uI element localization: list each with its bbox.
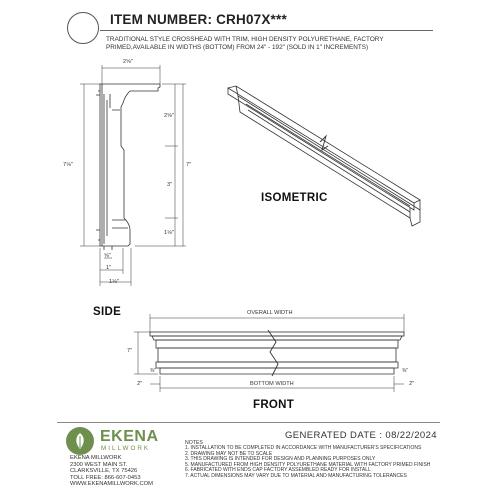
generated-date: GENERATED DATE : 08/22/2024	[285, 430, 437, 441]
front-height-dim: 7"	[127, 348, 133, 354]
notes-title: NOTES	[185, 440, 203, 446]
address-line: CLARKSVILLE, TX 75426	[70, 468, 138, 474]
ekena-logo-icon	[66, 427, 94, 455]
side-middle-height-dim: 3"	[167, 182, 173, 188]
side-profile-drawing	[96, 84, 160, 250]
note-item: 1. INSTALLATION TO BE COMPLETED IN ACCORDANCE WITH MANUFACTURER'S SPECIFICATIONS	[185, 445, 422, 451]
front-right-return-dim: 2"	[409, 381, 415, 387]
front-view-label: FRONT	[253, 399, 295, 411]
note-item: 3. THIS DRAWING IS INTENDED FOR DESIGN AND PLANNING PURPOSES ONLY	[185, 456, 376, 463]
side-overall-height-dim: 7"	[186, 162, 192, 168]
website-link[interactable]: WWW.EKENAMILLWORK.COM	[70, 481, 153, 487]
notes-list	[185, 446, 445, 480]
product-description: TRADITIONAL STYLE CROSSHEAD WITH TRIM, HIGH DENSITY POLYURETHANE, FACTORY PRIMED,AVAILABLE IN WIDTHS (BOTTOM) FROM 24" - 192" (SOLD IN 1" INCREMENTS)	[106, 36, 384, 52]
front-small-left-dim: ⅜"	[150, 368, 156, 374]
isometric-view-label: ISOMETRIC	[261, 192, 328, 204]
brand-subtitle: MILLWORK	[101, 445, 151, 452]
brand-name: EKENA	[100, 428, 159, 445]
side-upper-height-dim: 2⅝"	[164, 113, 174, 119]
footer-divider	[57, 422, 440, 423]
side-top-width-dim: 2⅝"	[123, 59, 133, 65]
address-line: 2300 WEST MAIN ST.	[70, 461, 128, 468]
note-item: 2. DRAWING MAY NOT BE TO SCALE	[185, 450, 273, 457]
side-total-height-dim: 7⅛"	[63, 162, 73, 168]
side-view-label: SIDE	[93, 306, 122, 318]
note-item: 6. FABRICATED WITH ENDS CAP FACTORY ASSEMBLED READY FOR INSTALL	[185, 467, 371, 474]
side-small-depth-dim: ⅝"	[104, 253, 111, 259]
item-number-title: ITEM NUMBER: CRH07X***	[110, 12, 287, 27]
note-item: 7. ACTUAL DIMENSIONS MAY VARY DUE TO MATERIAL AND MANUFACTURING TOLERANCES	[185, 472, 407, 479]
side-lower-height-dim: 1⅛"	[164, 230, 174, 236]
note-item: 5. MANUFACTURED FROM HIGH DENSITY POLYURETHANE MATERIAL WITH FACTORY PRIMED FINISH	[185, 461, 431, 468]
front-elevation-drawing	[150, 330, 404, 376]
side-depth-one-dim: 1"	[106, 265, 112, 271]
side-base-depth-dim: 1⅛"	[109, 279, 119, 285]
company-address	[70, 455, 153, 488]
bottom-width-dim: BOTTOM WIDTH	[250, 381, 294, 387]
address-line: EKENA MILLWORK	[70, 455, 122, 461]
front-left-return-dim: 2"	[137, 381, 143, 387]
address-line: TOLL FREE: 866-607-0453	[70, 474, 141, 481]
side-dimension-lines	[80, 65, 186, 286]
overall-width-dim: OVERALL WIDTH	[247, 310, 293, 316]
front-small-right-dim: ⅜"	[402, 368, 408, 374]
isometric-drawing	[228, 86, 420, 226]
